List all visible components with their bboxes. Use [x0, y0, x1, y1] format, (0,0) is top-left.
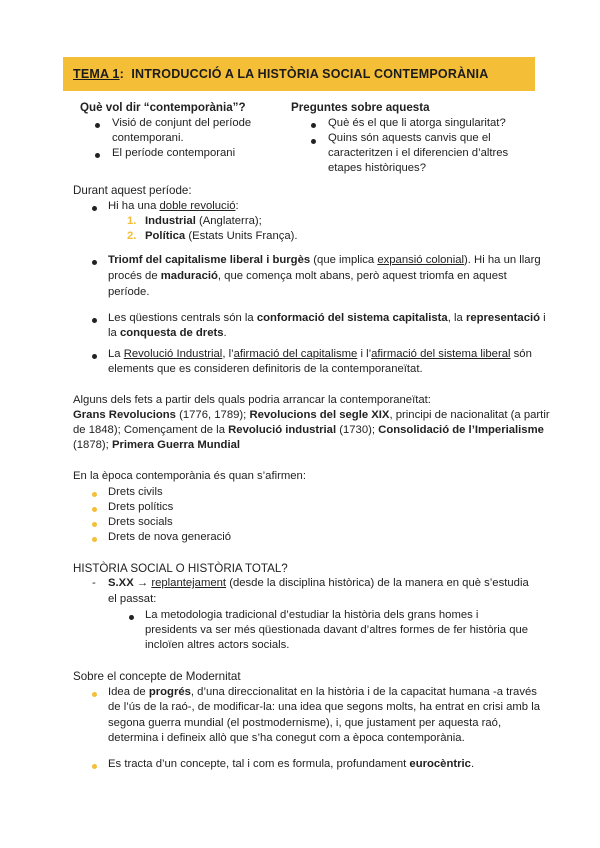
title-banner [63, 57, 535, 91]
preguntes-heading: Preguntes sobre aquesta [291, 101, 430, 114]
rights-item: Drets civils [108, 486, 163, 498]
industrial-line: Industrial (Anglaterra); [145, 215, 262, 227]
metodologia-line-1: La metodologia tradicional d’estudiar la història dels grans homes i [145, 609, 479, 621]
revolucio-line-2: elements que es consideren definitoris de la contemporaneïtat. [108, 363, 423, 375]
facts-line-2: Grans Revolucions (1776, 1789); Revolucions del segle XIX, principi de nacionalitat (a partir [73, 409, 550, 421]
left-item-1: Visió de conjunt del període [112, 117, 252, 129]
modernitat-heading: Sobre el concepte de Modernitat [73, 670, 241, 683]
modernitat-line-3: segona guerra mundial (el postmodernisme), i, que justament per aquesta raó, [108, 717, 502, 729]
dash-bullet: - [92, 577, 96, 589]
number-1: 1. [127, 215, 137, 227]
bullet [92, 507, 97, 512]
bullet [92, 692, 97, 697]
sxx-line-2: el passat: [108, 593, 157, 605]
page-title [73, 67, 488, 81]
bullet [92, 522, 97, 527]
bullet [129, 615, 134, 620]
bullet [311, 123, 316, 128]
modernitat-line-2: de l’ús de la raó-, de modificar-la: una idea que segons molts, ha entrat en crisi amb la [108, 701, 541, 713]
right-item-2-cont: caracteritzen i el diferencien d’altres [328, 147, 509, 159]
bullet [92, 206, 97, 211]
metodologia-line-2: presidents va ser més qüestionada davant d’altres formes de fer història que [145, 624, 529, 636]
questions-line-2: la conquesta de drets. [108, 327, 227, 339]
bullet [92, 537, 97, 542]
social-heading: HISTÒRIA SOCIAL O HISTÒRIA TOTAL? [73, 562, 288, 575]
facts-line-3: de 1848); Començament de la Revolució industrial (1730); Consolidació de l’Imperialisme [73, 424, 544, 436]
bullet [95, 123, 100, 128]
doble-revolucio-line: Hi ha una doble revolució: [108, 200, 239, 212]
rights-item: Drets polítics [108, 501, 174, 513]
contemporania-heading: Què vol dir “contemporània”? [80, 101, 246, 114]
modernitat-line-1: Idea de progrés, d’una direccionalitat en la història i de la capacitat humana -a través [108, 686, 537, 698]
left-item-2: El període contemporani [112, 147, 236, 159]
triomf-line-2: procés de maduració, que comença molt abans, però aquest triomfa en aquest [108, 270, 507, 282]
triomf-line-3: període. [108, 286, 150, 298]
title-colon: : [119, 67, 124, 81]
right-item-2: Quins són aquests canvis que el [328, 132, 491, 144]
triomf-line-1: Triomf del capitalisme liberal i burgès (que implica expansió colonial). Hi ha un llarg [108, 254, 541, 266]
politica-line: Política (Estats Units França). [145, 230, 298, 242]
rights-item: Drets de nova generació [108, 531, 232, 543]
rights-item: Drets socials [108, 516, 173, 528]
title-text: INTRODUCCIÓ A LA HISTÒRIA SOCIAL CONTEMPORÀNIA [131, 67, 489, 81]
number-2: 2. [127, 230, 137, 242]
right-item-1: Què és el que li atorga singularitat? [328, 117, 506, 129]
bullet [92, 492, 97, 497]
metodologia-line-3: incloïen altres actors socials. [145, 639, 290, 651]
bullet [92, 764, 97, 769]
questions-line-1: Les qüestions centrals són la conformació del sistema capitalista, la representació i [108, 312, 546, 324]
facts-line-4: (1878); Primera Guerra Mundial [73, 439, 241, 451]
bullet [311, 139, 316, 144]
left-item-1-cont: contemporani. [112, 132, 184, 144]
bullet [92, 354, 97, 359]
bullet [92, 318, 97, 323]
title-tema: TEMA 1 [73, 67, 120, 81]
modernitat-line-4: determina i defineix allò que s’ha conegut com a època contemporània. [108, 732, 465, 744]
revolucio-line-1: La Revolució Industrial, l’afirmació del capitalisme i l’afirmació del sistema liberal són [108, 348, 532, 360]
bullet [92, 260, 97, 265]
facts-line-1: Alguns dels fets a partir dels quals podria arrancar la contemporaneïtat: [73, 394, 431, 406]
period-heading: Durant aquest període: [73, 184, 192, 197]
sxx-line-1: S.XX → replantejament (desde la disciplina històrica) de la manera en què s’estudia [108, 577, 529, 589]
right-item-2-cont2: etapes històriques? [328, 162, 426, 174]
eurocentric-line: Es tracta d’un concepte, tal i com es formula, profundament eurocèntric. [108, 758, 475, 770]
bullet [95, 153, 100, 158]
rights-heading: En la època contemporània és quan s’afirmen: [73, 470, 306, 482]
